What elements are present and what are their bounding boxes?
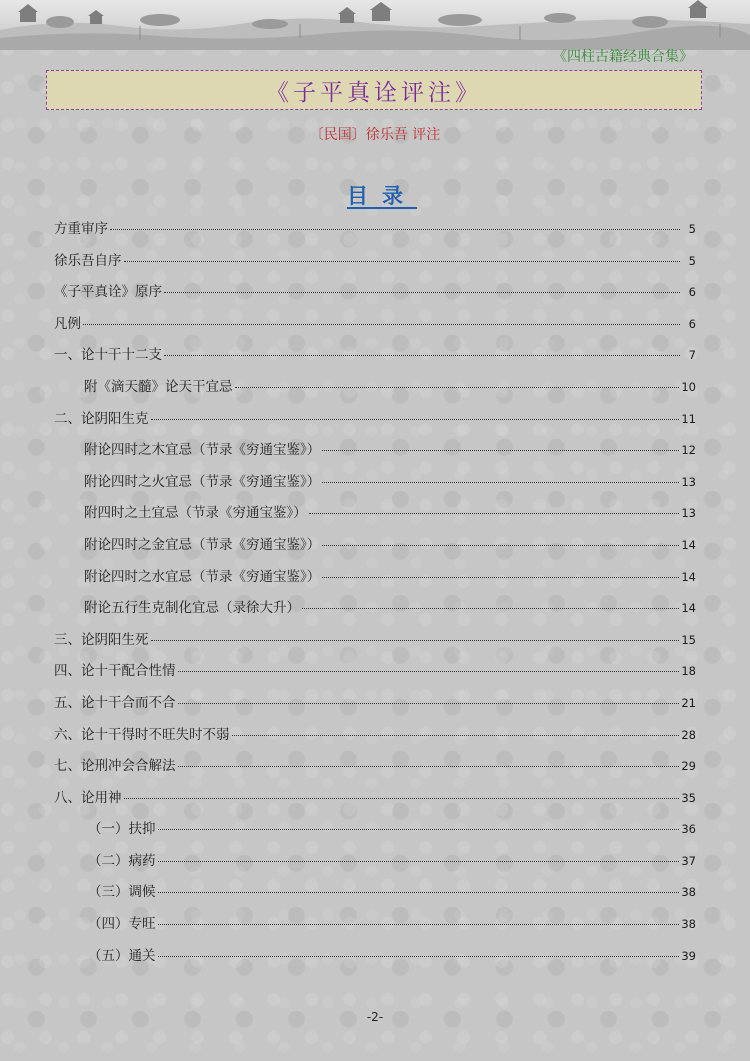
toc-entry-page: 14 [681, 537, 696, 552]
toc-entry-page: 5 [688, 222, 696, 236]
toc-dot-leader [232, 735, 680, 736]
toc-entry-page: 37 [681, 853, 696, 868]
toc-entry[interactable] [54, 849, 696, 881]
toc-entry-page: 14 [681, 569, 696, 584]
toc-dot-leader [158, 861, 680, 862]
toc-dot-leader [124, 798, 680, 799]
toc-entry-title: 凡例 [54, 315, 81, 332]
toc-entry[interactable] [54, 944, 696, 976]
toc-entry-title: 附论四时之火宜忌（节录《穷通宝鉴》） [84, 473, 321, 490]
toc-dot-leader [235, 387, 680, 388]
toc-entry[interactable] [54, 501, 696, 533]
author-line: 〔民国〕徐乐吾 评注 [309, 127, 441, 143]
toc-dot-leader [309, 513, 680, 514]
toc-entry[interactable] [54, 596, 696, 628]
toc-entry[interactable] [54, 880, 696, 912]
toc-entry-page: 35 [681, 790, 696, 805]
toc-entry-title: （三）调候 [88, 884, 156, 901]
toc-dot-leader [322, 577, 679, 578]
toc-entry-title: （一）扶抑 [88, 821, 156, 838]
toc-entry-title: 八、论用神 [54, 789, 122, 806]
table-of-contents [54, 217, 696, 975]
toc-entry-title: （四）专旺 [88, 916, 156, 933]
toc-entry[interactable] [54, 533, 696, 565]
toc-entry[interactable] [54, 628, 696, 660]
toc-entry[interactable] [54, 470, 696, 502]
toc-entry[interactable] [54, 912, 696, 944]
toc-entry-page: 11 [681, 411, 696, 426]
toc-entry[interactable] [54, 249, 696, 281]
toc-entry-page: 21 [681, 695, 696, 710]
toc-entry[interactable] [54, 723, 696, 755]
toc-dot-leader [164, 292, 680, 293]
toc-entry[interactable] [54, 407, 696, 439]
toc-entry-page: 38 [681, 917, 696, 932]
toc-dot-leader [322, 450, 679, 451]
toc-dot-leader [178, 766, 680, 767]
toc-entry-page: 14 [681, 601, 696, 616]
toc-entry-page: 7 [688, 348, 696, 363]
toc-entry-title: 三、论阴阳生死 [54, 631, 149, 648]
toc-entry-page: 10 [681, 379, 696, 394]
toc-entry[interactable] [54, 691, 696, 723]
toc-entry[interactable] [54, 280, 696, 312]
toc-entry-title: 附论四时之金宜忌（节录《穷通宝鉴》） [84, 536, 321, 553]
toc-entry-title: 附论四时之木宜忌（节录《穷通宝鉴》） [84, 442, 321, 459]
toc-entry-page: 13 [681, 506, 696, 521]
toc-entry-title: 附《滴天髓》论天干宜忌 [84, 378, 233, 395]
toc-entry-title: 《子平真诠》原序 [54, 284, 162, 301]
page-number: -2- [366, 1010, 384, 1024]
toc-entry-title: （二）病药 [88, 852, 156, 869]
toc-entry-page: 6 [688, 316, 696, 331]
toc-entry-title: 七、论刑冲会合解法 [54, 758, 176, 775]
toc-entry-title: 徐乐吾自序 [54, 252, 122, 269]
toc-entry[interactable] [54, 817, 696, 849]
toc-entry-page: 6 [688, 285, 696, 300]
toc-dot-leader [322, 545, 679, 546]
toc-dot-leader [83, 324, 680, 325]
toc-dot-leader [158, 956, 680, 957]
toc-entry[interactable] [54, 438, 696, 470]
toc-entry[interactable] [54, 217, 696, 249]
toc-entry[interactable] [54, 565, 696, 597]
toc-dot-leader [302, 608, 679, 609]
toc-entry-title: 附论四时之水宜忌（节录《穷通宝鉴》） [84, 568, 321, 585]
toc-entry-title: 附论五行生克制化宜忌（录徐大升） [84, 600, 300, 617]
toc-entry-title: （五）通关 [88, 947, 156, 964]
book-title: 《子平真诠评注》 [266, 79, 482, 106]
toc-entry-title: 附四时之土宜忌（节录《穷通宝鉴》） [84, 505, 307, 522]
toc-entry-title: 方重审序 [54, 221, 108, 237]
toc-dot-leader [110, 229, 680, 230]
toc-entry-title: 二、论阴阳生克 [54, 410, 149, 427]
toc-entry-page: 13 [681, 474, 696, 489]
toc-entry[interactable] [54, 375, 696, 407]
toc-entry-page: 36 [681, 822, 696, 837]
toc-dot-leader [158, 892, 680, 893]
toc-entry-page: 15 [681, 632, 696, 647]
toc-dot-leader [164, 355, 680, 356]
toc-entry-title: 五、论十干合而不合 [54, 694, 176, 711]
toc-entry-title: 六、论十干得时不旺失时不弱 [54, 726, 230, 743]
header-banner-illustration [0, 0, 750, 50]
toc-entry[interactable] [54, 754, 696, 786]
toc-entry-page: 18 [681, 664, 696, 679]
toc-entry-page: 28 [681, 727, 696, 742]
toc-heading [0, 180, 750, 210]
toc-dot-leader [322, 482, 679, 483]
toc-entry-page: 12 [681, 443, 696, 458]
toc-entry-page: 38 [681, 885, 696, 900]
toc-entry-page: 29 [681, 759, 696, 774]
series-label: 《四柱古籍经典合集》 [553, 49, 693, 65]
village-landscape-icon [0, 0, 750, 50]
toc-dot-leader [124, 261, 681, 262]
toc-entry[interactable] [54, 343, 696, 375]
toc-dot-leader [158, 924, 680, 925]
toc-heading-text: 目录 [347, 184, 417, 208]
toc-dot-leader [158, 829, 680, 830]
toc-entry-page: 39 [681, 948, 696, 963]
toc-entry-title: 四、论十干配合性情 [54, 663, 176, 680]
toc-dot-leader [178, 671, 680, 672]
toc-entry[interactable] [54, 312, 696, 344]
toc-dot-leader [151, 419, 680, 420]
book-title-box [46, 70, 702, 110]
toc-entry[interactable] [54, 659, 696, 691]
toc-entry[interactable] [54, 786, 696, 818]
toc-entry-page: 5 [688, 253, 696, 268]
toc-dot-leader [178, 703, 680, 704]
toc-entry-title: 一、论十干十二支 [54, 347, 162, 364]
toc-dot-leader [151, 640, 680, 641]
